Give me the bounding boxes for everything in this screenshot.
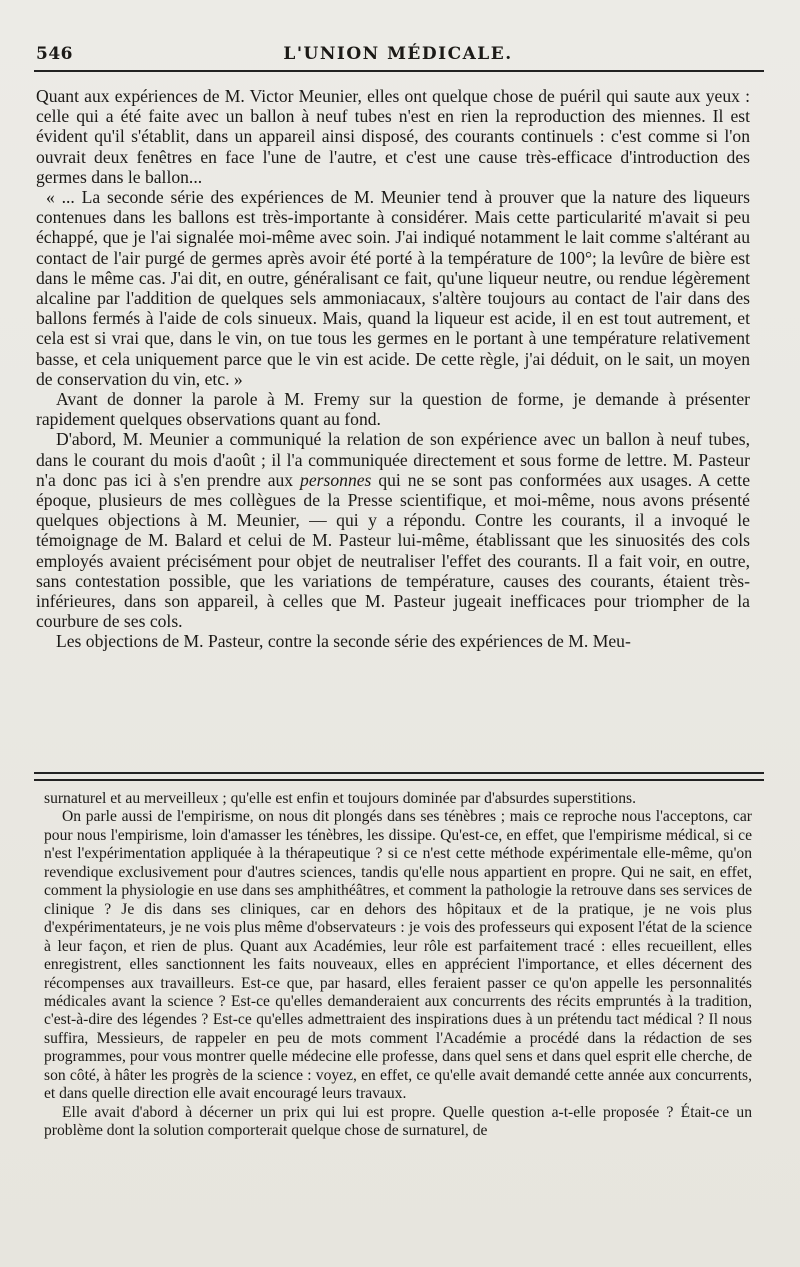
text-run: qui ne se sont pas conformées aux usages. A cette époque, plusieurs de mes collègues de la Presse scientifique, et moi-même, nous avons présenté quelques objections à M. Meunier, — qui y a répondu. Contre les courants, il a invoqué le témoignage de M. Balard et celui de M. Pasteur lui-même, établissant que les sinuosités des cols employés avaient précisément pour objet de neutraliser l'effet des courants. Il a fait voir, en outre, sans contestation possible, que les variations de température, causes des courants, étaient très-inférieures, dans son appareil, à celles que M. Pasteur jugeait inefficaces pour triompher de la courbure de ses cols. bbox=[36, 469, 751, 632]
feuilleton-text bbox=[44, 790, 752, 1141]
feuilleton-paragraph: surnaturel et au merveilleux ; qu'elle est enfin et toujours dominée par d'absurdes superstitions. bbox=[44, 790, 636, 807]
italic-word: personnes bbox=[300, 469, 372, 490]
journal-title: L'UNION MÉDICALE. bbox=[283, 44, 513, 64]
page-number: 546 bbox=[36, 44, 73, 64]
main-paragraph: Les objections de M. Pasteur, contre la seconde série des expériences de M. Meu- bbox=[56, 631, 631, 652]
feuilleton-divider bbox=[34, 772, 764, 781]
main-paragraph: Avant de donner la parole à M. Fremy sur la question de forme, je demande à présenter rapidement quelques observations quant au fond. bbox=[36, 389, 750, 430]
page-header bbox=[36, 44, 760, 68]
feuilleton-paragraph: On parle aussi de l'empirisme, on nous dit plongés dans ses ténèbres ; mais ce reproche nous l'acceptons, car pour nous l'empirisme, loin d'amasser les ténèbres, les dissipe. Qu'est-ce, en effet, que l'empirisme médical, si ce n'est l'expérimentation appliquée à la thérapeutique ? si ce n'est cette méthode expérimentale elle-même, qu'on revendique exclusivement pour d'autres sciences, tandis qu'elle nous appartient en propre. Qui ne sait, en effet, comment la physiologie en use dans ses amphithéâtres, et comment la pathologie la retrouve dans ses services de clinique ? Je dis dans ses cliniques, car en dehors des hôpitaux et de la pratique, je ne vois plus d'expérimentateurs, je ne vois plus même d'observateurs : je vois des professeurs qui exposent l'état de la science à leur façon, et rien de plus. Quant aux Académies, leur rôle est parfaitement tracé : elles recueillent, elles enregistrent, elles sanctionnent les faits nouveaux, elles en apprécient l'importance, et elles décernent des récompenses aux travailleurs. Est-ce que, par hasard, elles feraient passer ce qu'on appelle les personnalités médicales avant la science ? Est-ce qu'elles demanderaient aux concurrents des récits empruntés à la tradition, c'est-à-dire des légendes ? Est-ce qu'elles admettraient des inspirations dues à un prétendu tact médical ? Il nous suffira, Messieurs, de rappeler en peu de mots comment l'Académie a procédé dans la rédaction de ses programmes, pour vous montrer quelle médecine elle professe, dans quel sens et dans quel esprit elle cherche, de son côté, à hâter les progrès de la science : voyez, en effet, ce qu'elle avait demandé cette année aux concurrents, et dans quelle direction elle avait encouragé leurs travaux. bbox=[44, 808, 752, 1103]
main-text bbox=[36, 86, 750, 652]
main-paragraph bbox=[36, 429, 750, 631]
text-run: D'abord, M. Meunier a communiqué la relation de son expérience avec un ballon à neuf tubes, dans le courant du mois d'août ; il l'a communiquée directement et sous forme de lettre. M. Pasteur n'a donc pas ici à s'en prendre aux bbox=[36, 429, 750, 490]
main-paragraph: Quant aux expériences de M. Victor Meunier, elles ont quelque chose de puéril qui saute aux yeux : celle qui a été faite avec un ballon à neuf tubes n'est en rien la reproduction des miennes. Il est évident qu'il s'établit, dans un appareil ainsi disposé, des courants continuels : c'est comme si l'on ouvrait deux fenêtres en face l'une de l'autre, et c'est une cause très-efficace d'introduction des germes dans le ballon... bbox=[36, 86, 750, 187]
main-paragraph: « ... La seconde série des expériences de M. Meunier tend à prouver que la nature des liqueurs contenues dans les ballons est très-importante à considérer. Mais cette particularité m'avait si peu échappé, que je l'ai signalée moi-même avec soin. J'ai indiqué notamment le lait comme s'altérant au contact de l'air purgé de germes après avoir été porté à la température de 100°; la levûre de bière est dans le même cas. J'ai dit, en outre, généralisant ce fait, qu'une liqueur neutre, ou rendue légèrement alcaline par l'addition de quelques sels ammoniacaux, s'altère toujours au contact de l'air dans des ballons fermés à l'aide de cols sinueux. Mais, quand la liqueur est acide, il en est tout autrement, et cela est si vrai que, dans le vin, on tue tous les germes en le portant à une température relativement basse, et cela uniquement parce que le vin est acide. De cette règle, j'ai déduit, on le sait, un moyen de conservation du vin, etc. » bbox=[36, 187, 750, 389]
header-rule bbox=[34, 70, 764, 72]
feuilleton-paragraph: Elle avait d'abord à décerner un prix qui lui est propre. Quelle question a-t-elle proposée ? Était-ce un problème dont la solution comporterait quelque chose de surnaturel, de bbox=[44, 1103, 752, 1140]
